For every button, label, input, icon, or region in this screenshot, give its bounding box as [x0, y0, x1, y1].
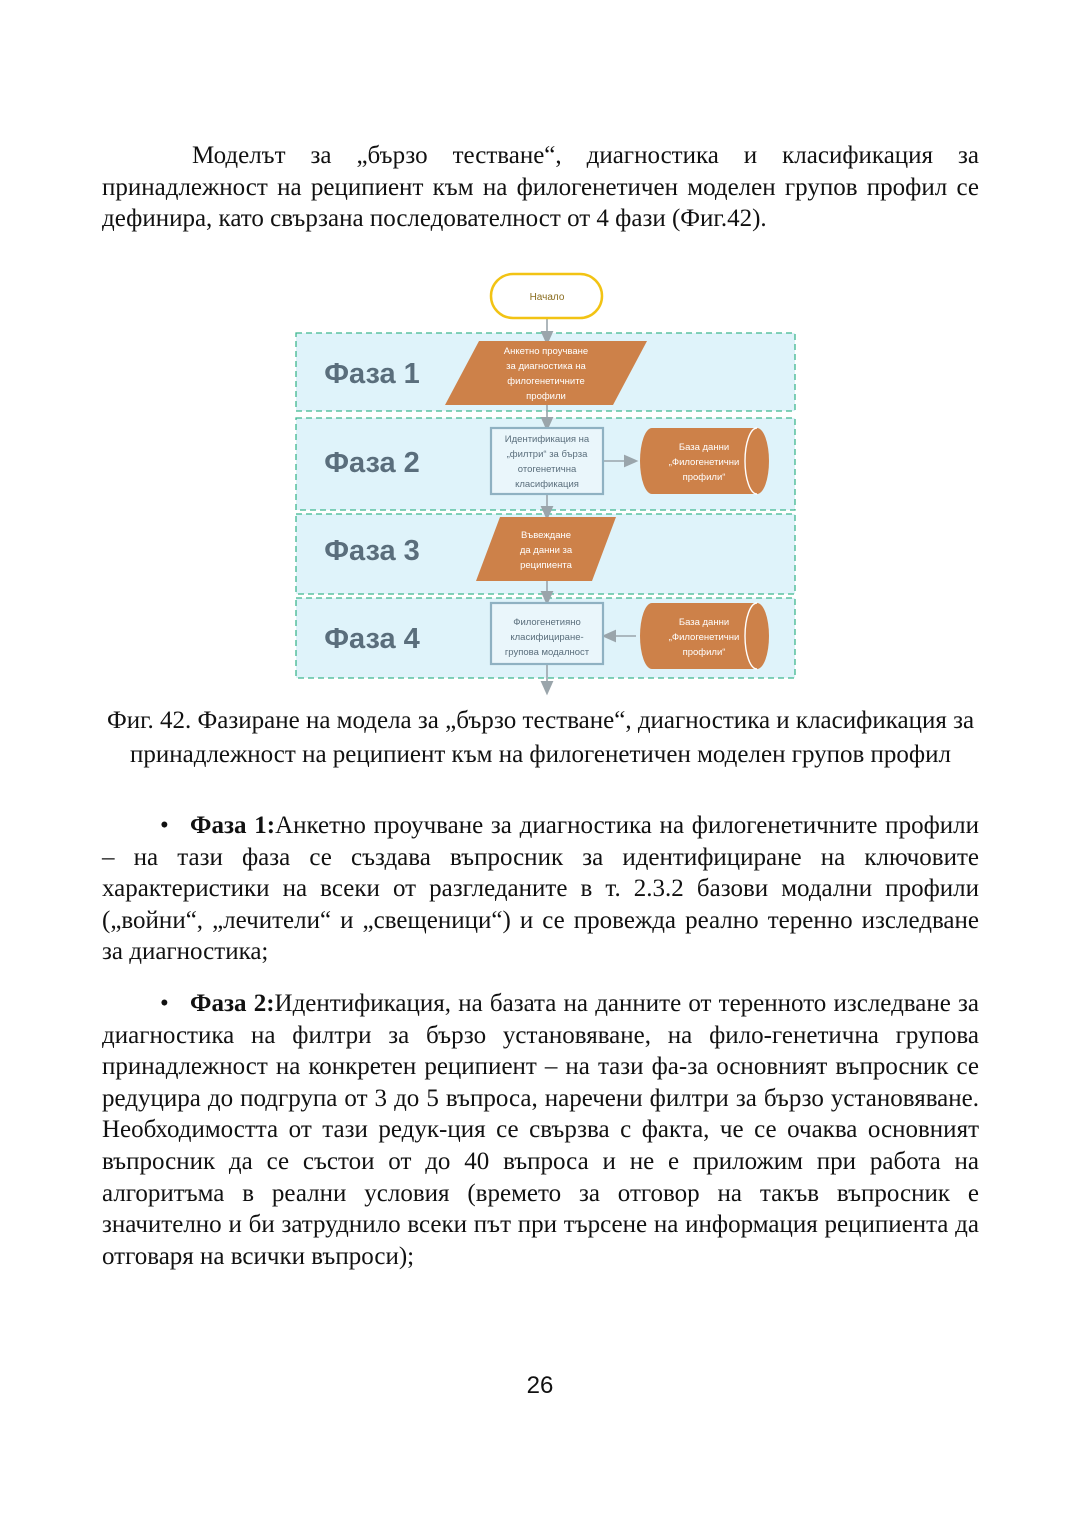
phase4-db-line-2: „Филогенетични	[668, 632, 740, 643]
bullet-label: Фаза 2:	[190, 989, 275, 1017]
phase-label-2: Фаза 2	[324, 447, 420, 479]
phase2-database-icon	[640, 428, 769, 494]
phase4-line-1: Филогенетияно	[513, 617, 581, 628]
phase2-line-4: класификация	[515, 479, 579, 490]
phase4-database-icon	[640, 603, 769, 669]
phase1-line-1: Анкетно проучване	[503, 346, 589, 357]
bullet-item-phase1	[102, 810, 979, 968]
bullet-item-phase2	[102, 988, 979, 1272]
page-number: 26	[526, 1372, 554, 1399]
phase3-line-1: Въвеждане	[520, 530, 572, 541]
phase4-process-box	[491, 603, 603, 664]
phase4-db-line-3: профили“	[682, 647, 726, 658]
figure-caption: Фиг. 42. Фазиране на модела за „бързо тестване“, диагностика и класификация за принадлежност на реципиент към на филогенетичен моделен групов профил	[106, 707, 975, 768]
start-terminator	[491, 274, 602, 318]
phase-label-3: Фаза 3	[324, 535, 420, 567]
phase1-line-4: профили	[526, 391, 566, 402]
bullet-text: Анкетно проучване за диагностика на филогенетичните профили – на тази фаза се създава въпросник за идентифициране на ключовите характеристики на всеки от разгледаните в т. 2.3.2 базови модални профили („войни“, „лечители“ и „свещеници“) и се провежда реално теренно изследване за диагностика;	[102, 812, 979, 966]
bullet-label: Фаза 1:	[190, 812, 276, 839]
start-label: Начало	[529, 292, 565, 303]
phase-label-4: Фаза 4	[324, 623, 420, 655]
bullet-text: Идентификация, на базата на данните от теренното изследване за диагностика на филтри за бързо установяване, на фило-генетична групова принадлежност на конкретен реципиент – на тази фа-за основният въпросник се редуцира до подгрупа от 3 до 5 въпроса, наречени филтри за бързо установяване. Необходимостта от тази редук-ция се свързва с факта, че се очаква основният въпросник да се състои от до 40 въпроса и не е приложим при работа на алгоритъма в реални условия (времето за отговор на такъв въпросник е значително и би затруднило всеки път при търсене на информация реципиента да отговаря на всички въпроси);	[102, 989, 979, 1270]
phase3-line-3: реципиента	[520, 560, 572, 571]
phase1-input-shape	[445, 341, 647, 405]
phase1-line-3: филогенетичните	[507, 376, 585, 387]
bullet-list	[102, 810, 979, 1272]
phase2-line-1: Идентификация на	[504, 434, 590, 445]
phase4-line-3: групова модалност	[504, 647, 590, 658]
bullet-icon: •	[160, 989, 169, 1017]
phase-label-1: Фаза 1	[324, 358, 420, 390]
phase2-line-3: отогенетична	[517, 464, 577, 475]
phase4-line-2: класифициране-	[510, 632, 584, 643]
phase3-input-shape	[476, 517, 616, 581]
phase2-line-2: „филтри“ за бърза	[506, 449, 588, 460]
phase4-db-line-1: База данни	[678, 617, 730, 628]
intro-paragraph: Моделът за „бързо тестване“, диагностика и класификация за принадлежност на реципиент към на филогенетичен моделен групов профил се дефинира, като свързана последователност от 4 фази (Фиг.42).	[102, 142, 979, 233]
phase2-db-line-1: База данни	[678, 442, 730, 453]
flowchart-diagram	[0, 0, 1080, 700]
phase2-db-line-2: „Филогенетични	[668, 457, 740, 468]
phase2-process-box	[491, 428, 603, 494]
phase1-line-2: за диагностика на	[506, 361, 586, 372]
phase3-line-2: да данни за	[519, 545, 573, 556]
bullet-icon: •	[160, 812, 169, 839]
phase2-db-line-3: профили“	[682, 472, 726, 483]
